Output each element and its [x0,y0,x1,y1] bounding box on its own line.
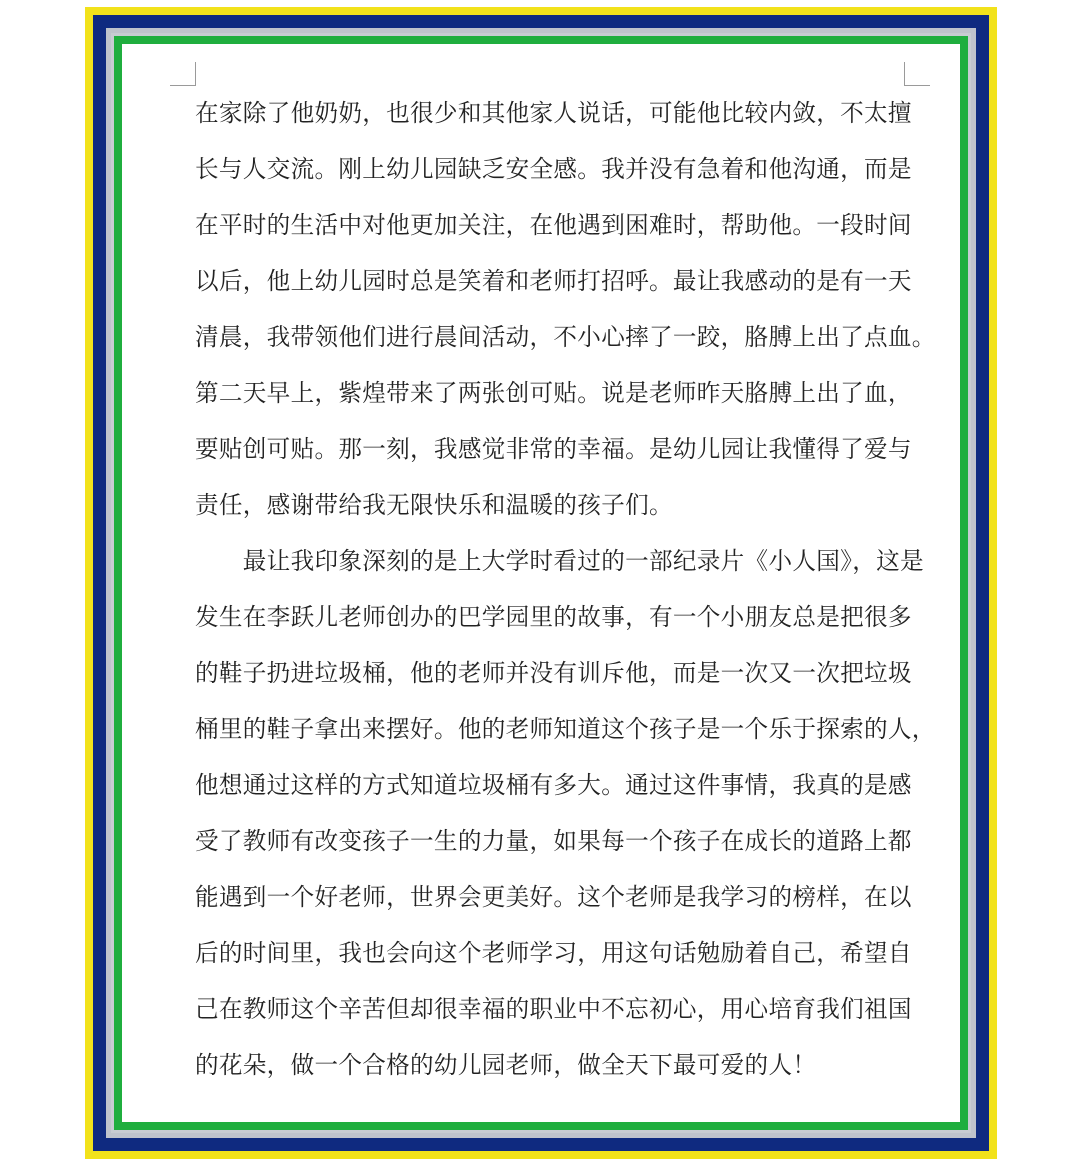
outer-yellow-border [85,7,997,1159]
document-body [195,85,945,1093]
text-line: 以后，他上幼儿园时总是笑着和老师打招呼。最让我感动的是有一天 [195,267,912,295]
top-left-margin-mark [170,62,196,86]
text-line: 受了教师有改变孩子一生的力量，如果每一个孩子在成长的道路上都 [195,827,912,855]
grey-border [111,33,971,1133]
text-line: 要贴创可贴。那一刻，我感觉非常的幸福。是幼儿园让我懂得了爱与 [195,435,912,463]
text-line: 发生在李跃儿老师创办的巴学园里的故事，有一个小朋友总是把很多 [195,603,912,631]
text-line: 第二天早上，紫煌带来了两张创可贴。说是老师昨天胳膊上出了血， [195,379,912,407]
text-line: 责任，感谢带给我无限快乐和温暖的孩子们。 [195,491,673,519]
blue-border [101,23,981,1143]
text-line: 清晨，我带领他们进行晨间活动，不小心摔了一跤，胳膊上出了点血。 [195,323,936,351]
text-line: 后的时间里，我也会向这个老师学习，用这句话勉励着自己，希望自 [195,939,912,967]
text-line: 的鞋子扔进垃圾桶，他的老师并没有训斥他，而是一次又一次把垃圾 [195,659,912,687]
text-line: 的花朵，做一个合格的幼儿园老师，做全天下最可爱的人！ [195,1051,817,1079]
text-line: 他想通过这样的方式知道垃圾桶有多大。通过这件事情，我真的是感 [195,771,912,799]
text-line: 己在教师这个辛苦但却很幸福的职业中不忘初心，用心培育我们祖国 [195,995,912,1023]
text-line: 最让我印象深刻的是上大学时看过的一部纪录片《小人国》，这是 [195,547,924,575]
text-line: 在家除了他奶奶，也很少和其他家人说话，可能他比较内敛，不太擅 [195,99,912,127]
text-line: 长与人交流。刚上幼儿园缺乏安全感。我并没有急着和他沟通，而是 [195,155,912,183]
top-right-margin-mark [904,62,930,86]
text-line: 在平时的生活中对他更加关注，在他遇到困难时，帮助他。一段时间 [195,211,912,239]
green-border [117,39,965,1127]
document-page [122,44,960,1122]
text-line: 桶里的鞋子拿出来摆好。他的老师知道这个孩子是一个乐于探索的人， [195,715,936,743]
text-line: 能遇到一个好老师，世界会更美好。这个老师是我学习的榜样，在以 [195,883,912,911]
